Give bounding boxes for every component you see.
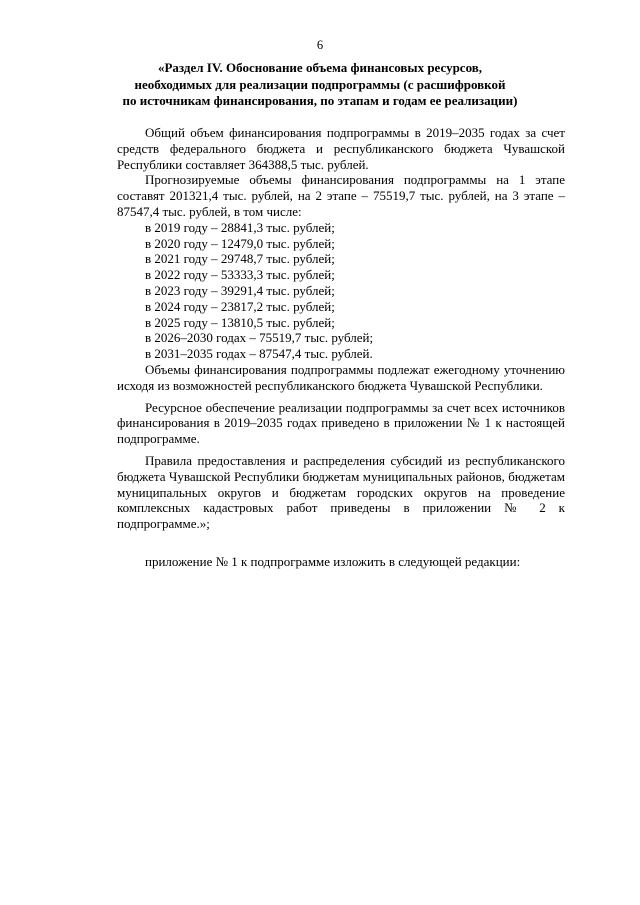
list-item: в 2019 году – 28841,3 тыс. рублей; (145, 219, 335, 235)
section-title-line: «Раздел IV. Обоснование объема финансовых ресурсов, (157, 60, 483, 75)
paragraph-appendix-amendment: приложение № 1 к подпрограмме изложить в следующей редакции: (145, 553, 521, 569)
list-item: в 2026–2030 годах – 75519,7 тыс. рублей; (145, 330, 374, 346)
paragraph-annual-adjustment: Объемы финансирования подпрограммы подлежат ежегодному уточнению исходя из возможностей республиканского бюджета Чувашской Республики. (117, 361, 565, 393)
paragraph-stage-funding: Прогнозируемые объемы финансирования подпрограммы на 1 этапе составят 201321,4 тыс. рублей, на 2 этапе – 75519,7 тыс. рублей, на 3 этапе – 87547,4 тыс. рублей, в том числе: (117, 172, 565, 219)
list-item: в 2031–2035 годах – 87547,4 тыс. рублей. (145, 346, 373, 362)
paragraph-resource-support: Ресурсное обеспечение реализации подпрограммы за счет всех источников финансирования в 2019–2035 годах приведено в приложении № 1 к настоящей подпрограмме. (117, 399, 565, 447)
yearly-funding-list (117, 220, 565, 362)
paragraph-subsidy-rules: Правила предоставления и распределения субсидий из республиканского бюджета Чувашской Республики бюджетам муниципальных районов, бюджетам муниципальных округов и бюджетам городских округов на проведение комплексных кадастровых работ приведены в приложении № 2 к подпрограмме.»; (117, 452, 565, 532)
list-item: в 2021 году – 29748,7 тыс. рублей; (145, 251, 335, 267)
list-item: в 2024 году – 23817,2 тыс. рублей; (145, 298, 335, 314)
section-title-line: по источникам финансирования, по этапам и годам ее реализации) (122, 93, 518, 108)
list-item: в 2025 году – 13810,5 тыс. рублей; (145, 314, 335, 330)
list-item: в 2022 году – 53333,3 тыс. рублей; (145, 267, 335, 283)
page-number: 6 (316, 38, 324, 52)
paragraph-total-funding: Общий объем финансирования подпрограммы в 2019–2035 годах за счет средств федерального бюджета и республиканского бюджета Чувашской Республики составляет 364388,5 тыс. рублей. (117, 125, 565, 172)
section-title-line: необходимых для реализации подпрограммы (с расшифровкой (134, 76, 506, 92)
list-item: в 2023 году – 39291,4 тыс. рублей; (145, 282, 335, 298)
section-title (70, 60, 570, 110)
body-text (117, 125, 565, 570)
list-item: в 2020 году – 12479,0 тыс. рублей; (145, 235, 335, 251)
